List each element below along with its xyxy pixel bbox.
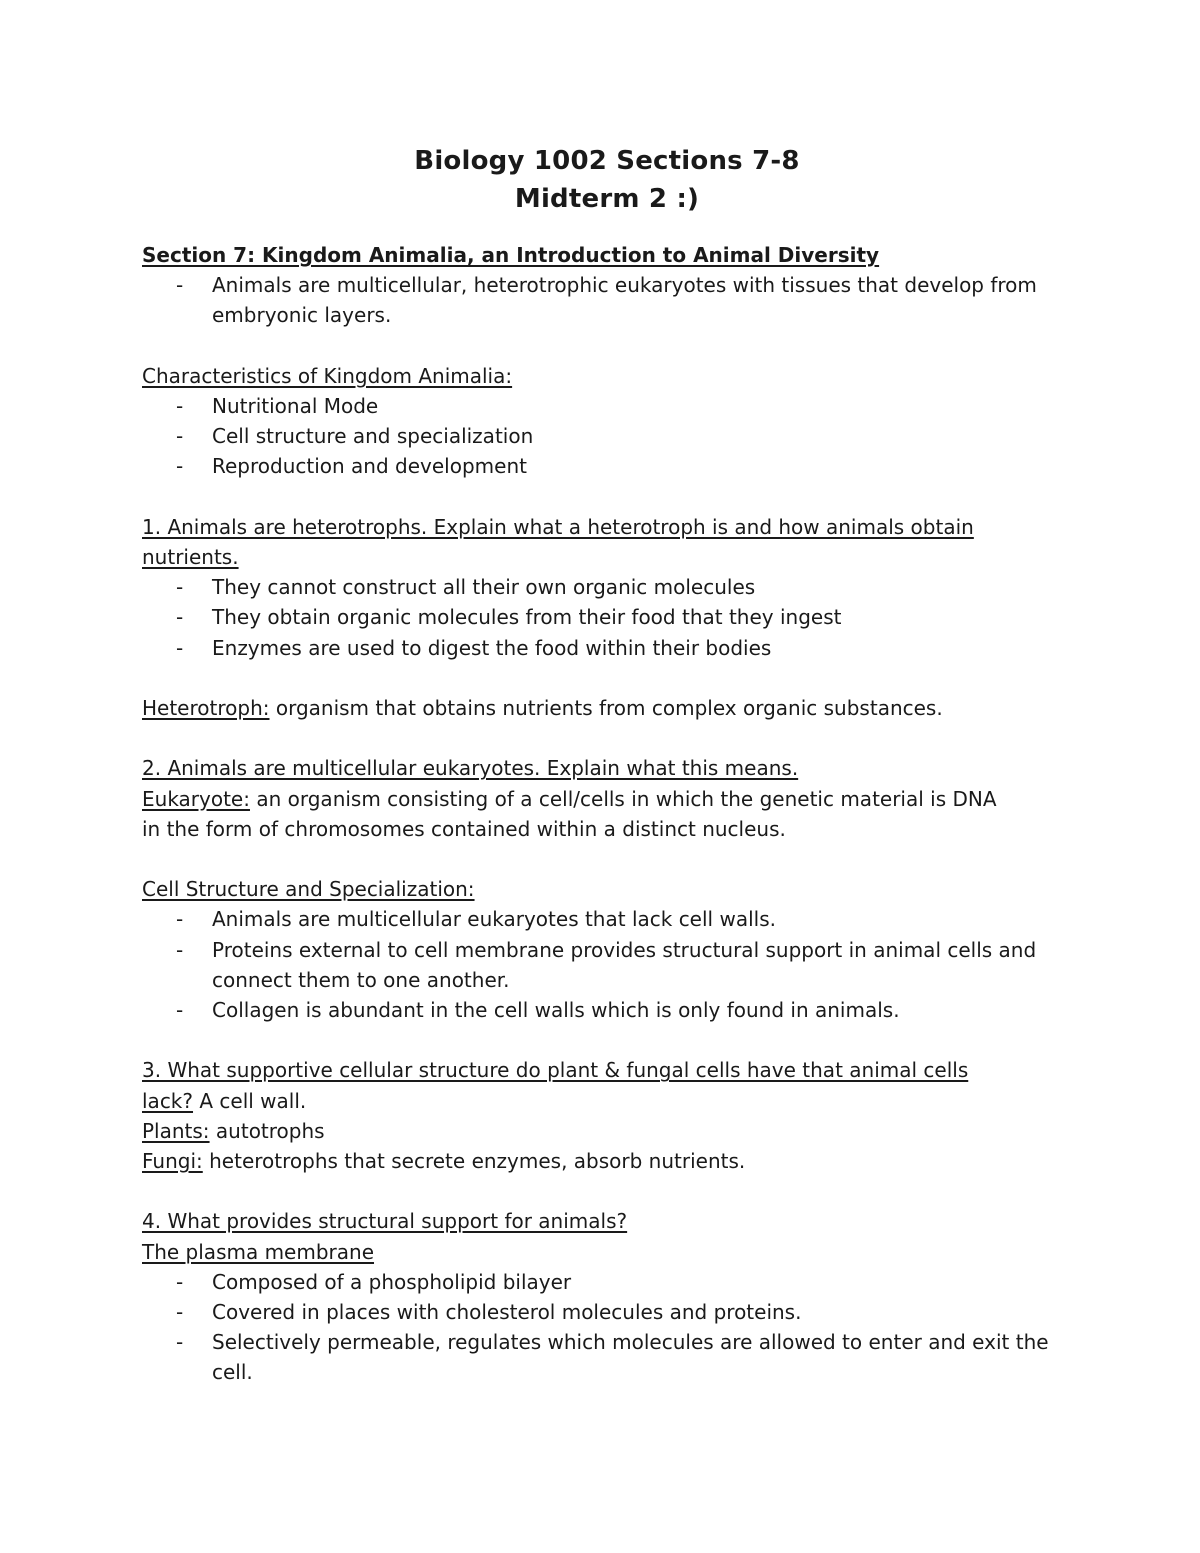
list-item: - Animals are multicellular eukaryotes that lack cell walls. [142, 904, 1072, 934]
fungi-definition-text: heterotrophs that secrete enzymes, absorb nutrients. [202, 1149, 746, 1173]
document-title: Biology 1002 Sections 7-8 [414, 146, 800, 176]
eukaryote-definition-line-1 [142, 784, 1072, 814]
document-page [142, 142, 1072, 1388]
plasma-membrane-heading: The plasma membrane [142, 1239, 375, 1264]
fungi-term: Fungi: [142, 1149, 203, 1173]
list-item: - Animals are multicellular, heterotrophic eukaryotes with tissues that develop from embryonic layers. [142, 270, 1072, 330]
cell-structure-list [142, 904, 1072, 1025]
title-block [142, 142, 1072, 218]
spacer [142, 1176, 1072, 1206]
spacer [142, 663, 1072, 693]
list-item: - Cell structure and specialization [142, 421, 1072, 451]
plants-definition [142, 1116, 1072, 1146]
list-item: - Reproduction and development [142, 451, 1072, 481]
section-7-heading: Section 7: Kingdom Animalia, an Introduction to Animal Diversity [142, 243, 880, 267]
plasma-membrane-list [142, 1267, 1072, 1388]
eukaryote-definition-line-2: in the form of chromosomes contained within a distinct nucleus. [142, 816, 786, 841]
eukaryote-definition-text: an organism consisting of a cell/cells in which the genetic material is DNA [249, 786, 997, 811]
list-item: - Proteins external to cell membrane provides structural support in animal cells and connect them to one another. [142, 935, 1072, 995]
list-item: - Covered in places with cholesterol molecules and proteins. [142, 1297, 1072, 1327]
list-item: - Nutritional Mode [142, 391, 1072, 421]
question-3-question-end: lack? [142, 1088, 194, 1113]
document-subtitle: Midterm 2 :) [514, 184, 700, 214]
plants-term: Plants: [142, 1118, 210, 1143]
question-2: 2. Animals are multicellular eukaryotes. Explain what this means. [142, 756, 799, 781]
spacer [142, 723, 1072, 753]
question-3-line-2 [142, 1086, 1072, 1116]
list-item: - Enzymes are used to digest the food within their bodies [142, 633, 1072, 663]
question-3-line-1: 3. What supportive cellular structure do plant & fungal cells have that animal cells [142, 1058, 969, 1083]
spacer [142, 1025, 1072, 1055]
heterotroph-definition [142, 693, 1072, 723]
list-item: - Collagen is abundant in the cell walls which is only found in animals. [142, 995, 1072, 1025]
plants-definition-text: autotrophs [209, 1118, 325, 1143]
spacer [142, 482, 1072, 512]
question-1-answer-list [142, 572, 1072, 663]
spacer [142, 844, 1072, 874]
question-1-line-1: 1. Animals are heterotrophs. Explain what a heterotroph is and how animals obtain [142, 514, 974, 539]
characteristics-heading: Characteristics of Kingdom Animalia: [142, 363, 513, 388]
spacer [142, 331, 1072, 361]
question-1-line-2: nutrients. [142, 545, 239, 569]
section-7-intro-list [142, 270, 1072, 330]
list-item: - Selectively permeable, regulates which molecules are allowed to enter and exit the cell. [142, 1327, 1072, 1387]
list-item: - They obtain organic molecules from their food that they ingest [142, 602, 1072, 632]
question-4: 4. What provides structural support for animals? [142, 1209, 628, 1234]
question-3-answer: A cell wall. [193, 1088, 307, 1113]
list-item: - Composed of a phospholipid bilayer [142, 1267, 1072, 1297]
heterotroph-definition-text: organism that obtains nutrients from complex organic substances. [269, 696, 943, 720]
characteristics-list [142, 391, 1072, 482]
eukaryote-term: Eukaryote: [142, 786, 250, 811]
fungi-definition [142, 1146, 1072, 1176]
list-item: - They cannot construct all their own organic molecules [142, 572, 1072, 602]
heterotroph-term: Heterotroph: [142, 696, 270, 720]
cell-structure-heading: Cell Structure and Specialization: [142, 877, 475, 902]
